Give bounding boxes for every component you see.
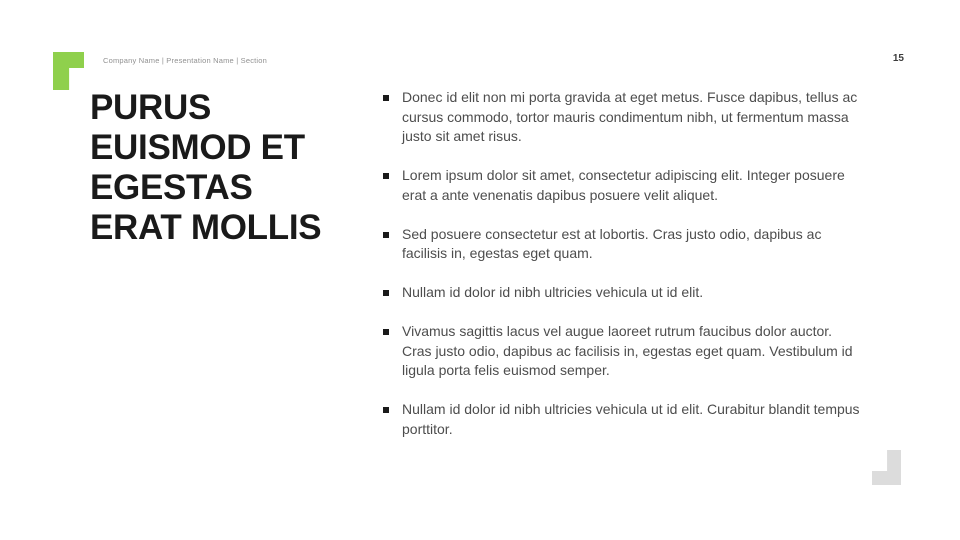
slide-title-line: EUISMOD ET bbox=[90, 128, 305, 167]
bullet-text: Nullam id dolor id nibh ultricies vehicula ut id elit. bbox=[402, 284, 704, 300]
list-item bbox=[383, 88, 863, 147]
breadcrumb: Company Name | Presentation Name | Section bbox=[103, 56, 268, 65]
slide-title bbox=[90, 88, 380, 248]
bullet-square-icon bbox=[383, 407, 389, 413]
list-item bbox=[383, 400, 863, 439]
brand-corner-icon bbox=[53, 52, 84, 90]
bullet-square-icon bbox=[383, 173, 389, 179]
list-item bbox=[383, 283, 863, 303]
list-item bbox=[383, 322, 863, 381]
bullet-list bbox=[383, 88, 863, 439]
bullet-text: Lorem ipsum dolor sit amet, consectetur adipiscing elit. Integer posuere erat a ante venenatis dapibus posuere velit aliquet. bbox=[402, 167, 845, 203]
slide-title-line: ERAT MOLLIS bbox=[90, 208, 322, 247]
bullet-square-icon bbox=[383, 329, 389, 335]
bullet-text: Nullam id dolor id nibh ultricies vehicula ut id elit. Curabitur blandit tempus porttitor. bbox=[402, 401, 860, 437]
bullet-text: Sed posuere consectetur est at lobortis. Cras justo odio, dapibus ac facilisis in, egestas eget quam. bbox=[402, 225, 822, 261]
page-number: 15 bbox=[892, 53, 904, 64]
list-item bbox=[383, 166, 863, 205]
slide-title-line: PURUS bbox=[90, 88, 212, 127]
bullet-text: Donec id elit non mi porta gravida at eget metus. Fusce dapibus, tellus ac cursus commodo, tortor mauris condimentum nibh, ut fermentum massa justo sit amet risus. bbox=[402, 89, 858, 144]
slide-title-line: EGESTAS bbox=[90, 168, 253, 207]
footer-corner-icon bbox=[872, 450, 901, 485]
bullet-text: Vivamus sagittis lacus vel augue laoreet rutrum faucibus dolor auctor. Cras justo odio, dapibus ac facilisis in, egestas eget quam. Vestibulum id ligula porta felis euismod semper. bbox=[402, 323, 853, 378]
bullet-square-icon bbox=[383, 232, 389, 238]
list-item bbox=[383, 225, 863, 264]
bullet-square-icon bbox=[383, 290, 389, 296]
bullet-square-icon bbox=[383, 95, 389, 101]
